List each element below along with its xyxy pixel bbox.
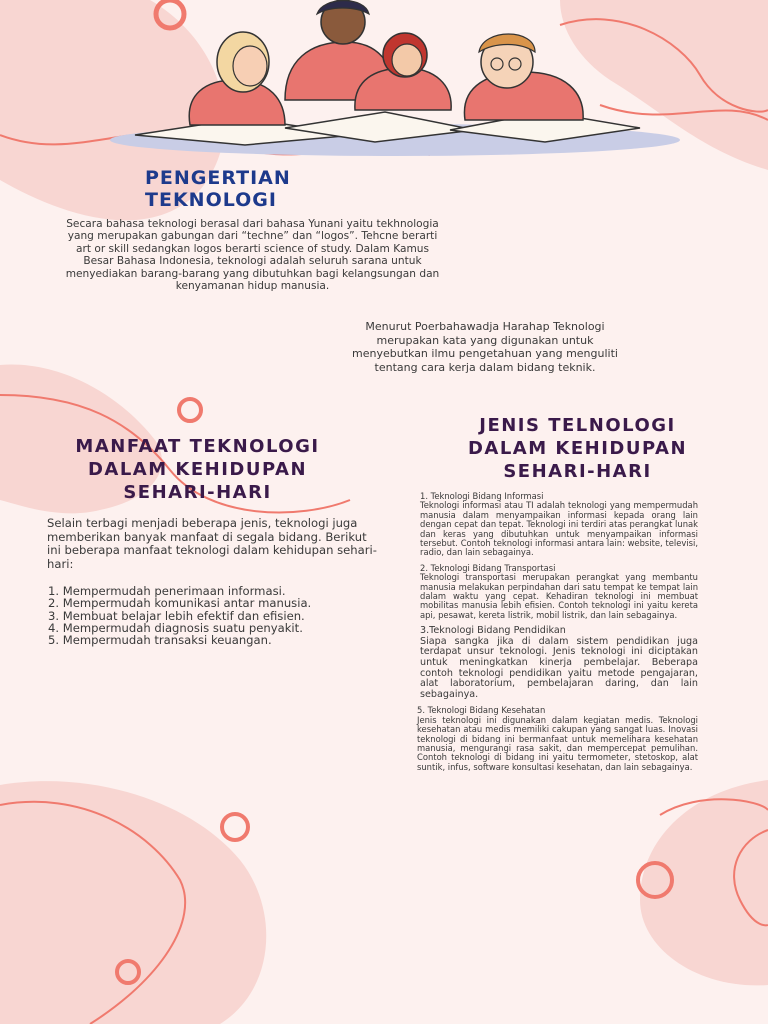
benefits-title-line3: SEHARI-HARI bbox=[123, 482, 272, 503]
type-item-body: Siapa sangka jika di dalam sistem pendidikan juga terdapat unsur teknologi. Jenis teknologi ini diciptakan untuk meningkatkan kinerja pembelajar. Beberapa contoh teknologi pendidikan yaitu metode pengajaran, alat laboratorium, pembelajaran daring, dan lain sebagainya. bbox=[420, 635, 698, 700]
benefits-intro: Selain terbagi menjadi beberapa jenis, teknologi juga memberikan banyak manfaat di segala bidang. Berikut ini beberapa manfaat teknologi dalam kehidupan sehari-hari: bbox=[47, 516, 377, 571]
types-title bbox=[420, 414, 735, 483]
ring-decoration bbox=[179, 399, 201, 421]
type-item-information bbox=[420, 492, 698, 558]
definition-title bbox=[145, 167, 291, 211]
students-studying-illustration bbox=[95, 0, 695, 160]
types-list bbox=[417, 491, 698, 778]
types-title-line1: JENIS TELNOLOGI bbox=[479, 415, 676, 436]
definition-paragraph: Secara bahasa teknologi berasal dari bahasa Yunani yaitu tekhnologia yang merupakan gabungan dari “techne” dan “logos”. Tehcne berarti art or skill sedangkan logos berarti science of study. Dalam Kamus Besar Bahasa Indonesia, teknologi adalah seluruh sarana untuk menyediakan barang-barang yang dibutuhkan bagi kelangsungan dan kenyamanan hidup manusia. bbox=[65, 218, 440, 293]
benefits-title-line2: DALAM KEHIDUPAN bbox=[87, 459, 308, 480]
blob-bottom-right bbox=[640, 780, 768, 985]
type-item-heading: 5. Teknologi Bidang Kesehatan bbox=[417, 705, 546, 716]
benefits-list bbox=[48, 585, 328, 646]
type-item-body: Jenis teknologi ini digunakan dalam kegiatan medis. Teknologi kesehatan atau medis memiliki cakupan yang sangat luas. Inovasi teknologi di bidang ini bermanfaat untuk memelihara kesehatan manusia, mengurangi rasa sakit, dan mempercepat pemulihan. Contoh teknologi di bidang ini yaitu termometer, stetoskop, alat suntik, infus, software konsultasi kesehatan, dan lain sebagainya. bbox=[417, 714, 698, 772]
list-item: 5. Mempermudah transaksi keuangan. bbox=[48, 633, 272, 648]
types-title-line3: SEHARI-HARI bbox=[503, 461, 652, 482]
type-item-body: Teknologi informasi atau TI adalah teknologi yang mempermudah manusia dalam menyampaikan informasi kepada orang lain dengan cepat dan tepat. Teknologi ini terdiri atas perangkat lunak dan keras yang dibutuhkan untuk menyampaikan informasi tersebut. Contoh teknologi informasi antara lain: website, televisi, radio, dan lain sebagainya. bbox=[420, 500, 698, 558]
types-title-line2: DALAM KEHIDUPAN bbox=[467, 438, 688, 459]
definition-quote: Menurut Poerbahawadja Harahap Teknologi merupakan kata yang digunakan untuk menyebutkan ilmu pengetahuan yang menguliti tentang cara kerja dalam bidang teknik. bbox=[352, 320, 618, 374]
list-item: 4. Mempermudah diagnosis suatu penyakit. bbox=[48, 620, 303, 635]
type-item-heading: 3.Teknologi Bidang Pendidikan bbox=[420, 625, 566, 637]
type-item-body: Teknologi transportasi merupakan perangkat yang membantu manusia melakukan perpindahan dari satu tempat ke tempat lain dalam waktu yang cepat. Kehadiran teknologi ini membuat mobilitas manusia lebih efisien. Contoh teknologi ini yaitu kereta api, pesawat, kereta listrik, mobil listrik, dan lain sebagainya. bbox=[420, 572, 698, 620]
list-item: 1. Mempermudah penerimaan informasi. bbox=[48, 584, 286, 598]
type-item-heading: 1. Teknologi Bidang Informasi bbox=[420, 491, 544, 501]
definition-title-line2: TEKNOLOGI bbox=[145, 189, 277, 211]
benefits-title-line1: MANFAAT TEKNOLOGI bbox=[75, 436, 320, 457]
ring-decoration bbox=[222, 814, 248, 840]
list-item: 2. Mempermudah komunikasi antar manusia. bbox=[48, 596, 312, 611]
list-item: 3. Membuat belajar lebih efektif dan efisien. bbox=[48, 608, 305, 623]
type-item-transportation bbox=[420, 564, 698, 620]
benefits-title bbox=[30, 435, 365, 504]
definition-title-line1: PENGERTIAN bbox=[145, 167, 291, 189]
type-item-health bbox=[417, 706, 698, 772]
type-item-heading: 2. Teknologi Bidang Transportasi bbox=[420, 562, 556, 573]
type-item-education bbox=[420, 626, 698, 700]
